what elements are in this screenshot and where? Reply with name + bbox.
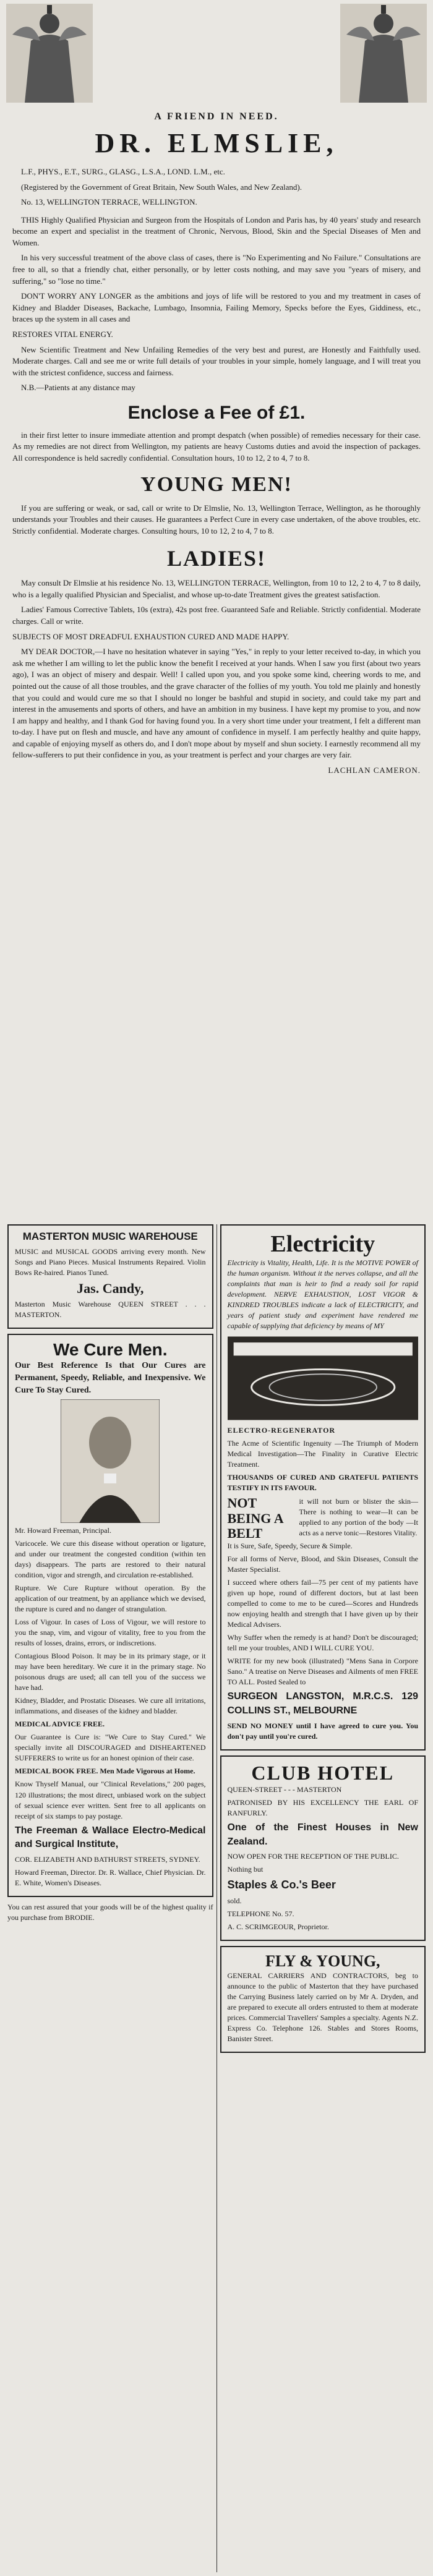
music-warehouse-owner: Jas. Candy, <box>77 1281 144 1297</box>
fly-young-title: FLY & YOUNG, <box>265 1952 380 1971</box>
fee-paragraph: in their first letter to insure immediate attention and prompt despatch (when possible) of remedies necessary for their case. As my remedies are not direct from Wellington, my patients are heavy Customs duties and avoid the inspection of packages. All correspondence is held sacredly confidential. Consultation hours, 10 to 12, 2 to 4, 7 to 8. <box>12 430 421 463</box>
doctor-address: No. 13, WELLINGTON TERRACE, WELLINGTON. <box>21 197 197 207</box>
restores-heading: RESTORES VITAL ENERGY. <box>12 329 113 339</box>
lower-columns <box>7 1224 426 2572</box>
club-hotel-telephone: TELEPHONE No. 57. <box>227 1909 294 1919</box>
ad-paragraph: THIS Highly Qualified Physician and Surgeon from the Hospitals of London and Paris has, by 40 years' study and research become an expert and specialist in the treatment of Chronic, Nervous, Blood, Skin and the Special Diseases of Men and Women. <box>12 215 421 247</box>
club-hotel-sold: sold. <box>227 1896 242 1906</box>
electricity-text: it will not burn or blister the skin—There is nothing to wear—It can be applied to any portion of the body —It acts as a nerve tonic—Restores Vitality. <box>299 1496 418 1537</box>
ladies-heading: LADIES! <box>166 546 267 571</box>
ad-paragraph: New Scientific Treatment and New Unfailing Remedies of the very best and purest, are Honestly and Faithfully used. Moderate charges. Call and see me or write full details of your troubles in your simple, homely language, and I will treat you with the strictest confidence, success and fairness. <box>12 344 421 377</box>
electricity-text: I succeed where others fail—75 per cent of my patients have given up hope, round of different doctors, but at last been compelled to come to me to be cured—Scores and Hundreds now enjoying health and strength that I have given up by their Medical Advisers. <box>227 1578 418 1629</box>
registration-note: (Registered by the Government of Great Britain, New South Wales, and New Zealand). <box>21 182 302 192</box>
best-reference-text: Our Best Reference Is that Our Cures are Permanent, Speedy, Reliable, and Inexpensive. We Cure To Stay Cured. <box>15 1361 206 1395</box>
decorative-banner <box>6 4 427 108</box>
angel-figure-icon <box>340 4 427 103</box>
qualifications: L.F., PHYS., E.T., SURG., GLASG., L.S.A., LOND. L.M., etc. <box>21 167 225 176</box>
club-hotel-open: NOW OPEN FOR THE RECEPTION OF THE PUBLIC. <box>227 1852 399 1861</box>
music-warehouse-ad <box>7 1224 213 1329</box>
club-hotel-beer: Staples & Co.'s Beer <box>227 1879 336 1891</box>
testimonial-signature: LACHLAN CAMERON. <box>328 765 421 775</box>
angel-figure-icon <box>6 4 93 103</box>
freeman-text: Loss of Vigour. In cases of Loss of Vigour, we will restore to you the snap, vim, and vigour of vitality, free to you from the results of losses, drains, errors, or indiscretions. <box>15 1618 206 1648</box>
freeman-text: Rupture. We Cure Rupture without operation. By the application of our treatment, by an appliance which we devised, the rupture is cured and no danger of strangulation. <box>15 1583 206 1613</box>
freeman-text: Know Thyself Manual, our "Clinical Revelations," 200 pages, 120 illustrations; the most direct, unbiased work on the subject of sexual science ever written. Sent free to all applicants on receipt of six stamps to pay postage. <box>15 1780 206 1820</box>
not-a-belt-block <box>228 1496 419 1541</box>
fee-heading: Enclose a Fee of £1. <box>127 402 306 423</box>
testimonial-letter: MY DEAR DOCTOR,—I have no hesitation whatever in saying "Yes," in reply to your letter received to-day, in which you ask me whether I am willing to let the public know the benefit I received at your hands. When I saw you first (about two years ago), I was an object of misery and despair. Well! I called upon you, and you spoke some kind, cheering words to me, and pointed out the cause of all those troubles, and the grave character of the follies of my youth. You told me plainly and honestly that you could and would cure me so that I should no longer be bashful and stupid in society, and could take my part and interest in the amusements and sports of others, and have an ambition in my business. I have kept my promise to you, and now I am happy and healthy, and I thank God for having found you. In a very short time under your treatment, I felt a different man to-day. I have put on flesh and muscle, and have any amount of confidence in myself. I am perfectly healthy and quite happy, and capable of enjoying myself as others do, and I don't mope about by myself and shun society. I earnestly recommend all my fellow-sufferers to put their confidence in you, as your treatment is perfect and your charges are very fair. <box>12 647 421 760</box>
brodie-notice: You can rest assured that your goods will be of the highest quality if you purchase from BRODIE. <box>7 1903 213 1922</box>
music-warehouse-text: MUSIC and MUSICAL GOODS arriving every month. New Songs and Piano Pieces. Musical Instruments Repaired. Violin Bows Re-haired. Pianos Tuned. <box>15 1247 206 1277</box>
send-no-money: SEND NO MONEY until I have agreed to cure you. You don't pay until you're cured. <box>227 1721 418 1741</box>
young-men-heading: YOUNG MEN! <box>140 472 293 496</box>
electricity-text: Electricity is Vitality, Health, Life. It is the MOTIVE POWER of the human organism. Without it the nerves collapse, and all the complaints that man is heir to find a ready soil for rapid development. NERVE EXHAUSTION, LOST VIGOR & KINDRED TROUBLES indicate a lack of ELECTRICITY, and years of patient study and experiment have rendered me capable of supplying that deficiency by means of MY <box>227 1258 418 1331</box>
ad-headline: A FRIEND IN NEED. <box>154 111 279 122</box>
fly-young-text: GENERAL CARRIERS AND CONTRACTORS, beg to announce to the public of Masterton that they have purchased the Carrying Business lately carried on by Mr A. Dryden, and are prepared to execute all orders entrusted to them at moderate prices. Commercial Travellers' Samples a specialty. Agents N.Z. Express Co. Telephone 126. Stables and Stores Rooms, Banister Street. <box>227 1971 418 2044</box>
fly-young-ad <box>220 1946 426 2053</box>
club-hotel-patron: PATRONISED BY HIS EXCELLENCY THE EARL OF RANFURLY. <box>227 1798 418 1817</box>
freeman-text: Our Guarantee is Cure is: "We Cure to Stay Cured." We specially invite all DISCOURAGED and DISHEARTENED SUFFERERS to write us for an honest opinion of their case. <box>15 1733 206 1763</box>
electricity-text: It is Sure, Safe, Speedy, Secure & Simple. <box>227 1541 353 1550</box>
surgeon-name: SURGEON LANGSTON, M.R.C.S. 129 COLLINS ST., MELBOURNE <box>227 1691 418 1717</box>
testimonial-heading: SUBJECTS OF MOST DREADFUL EXHAUSTION CURED AND MADE HAPPY. <box>12 631 289 641</box>
portrait-icon <box>61 1399 160 1523</box>
electricity-title: Electricity <box>270 1231 375 1257</box>
we-cure-men-title: We Cure Men. <box>53 1340 168 1360</box>
regenerator-label: ELECTRO-REGENERATOR <box>227 1426 336 1435</box>
right-column <box>217 1224 426 2572</box>
electricity-text: The Acme of Scientific Ingenuity —The Triumph of Modern Medical Investigation—The Finality in Curative Electric Treatment. <box>227 1439 418 1469</box>
electricity-ad <box>220 1224 426 1751</box>
elmslie-advertisement <box>12 111 421 780</box>
institute-name: The Freeman & Wallace Electro-Medical and Surgical Institute, <box>15 1825 206 1850</box>
institute-staff: Howard Freeman, Director. Dr. R. Wallace, Chief Physician. Dr. E. White, Women's Diseases. <box>15 1868 206 1888</box>
club-hotel-proprietor: A. C. SCRIMGEOUR, Proprietor. <box>227 1922 329 1932</box>
electricity-text: THOUSANDS OF CURED AND GRATEFUL PATIENTS TESTIFY IN ITS FAVOUR. <box>227 1473 418 1493</box>
left-column <box>7 1224 217 2572</box>
ladies-paragraph: May consult Dr Elmslie at his residence No. 13, WELLINGTON TERRACE, Wellington, from 10 to 12, 2 to 4, 7 to 8 daily, who is a legally qualified Physician and Specialist, and whose up-to-date Treatment gives the greatest satisfaction. <box>12 578 421 599</box>
young-men-paragraph: If you are suffering or weak, or sad, call or write to Dr Elmslie, No. 13, Wellington Terrace, Wellington, as he thoroughly understands your Troubles and their causes. He guarantees a Perfect Cure in every case undertaken, of the above troubles, etc. Strictly confidential. Moderate charges. Consulting hours, 10 to 12, 2 to 4, 7 to 8. <box>12 503 421 535</box>
club-hotel-ad <box>220 1755 426 1941</box>
nb-note: N.B.—Patients at any distance may <box>21 383 135 393</box>
book-heading: MEDICAL BOOK FREE. Men Made Vigorous at Home. <box>15 1767 195 1776</box>
music-warehouse-title: MASTERTON MUSIC WAREHOUSE <box>22 1230 198 1242</box>
freeman-text: Kidney, Bladder, and Prostatic Diseases. We cure all irritations, inflammations, and diseases of the kidney and bladder. <box>15 1696 206 1716</box>
club-hotel-title: CLUB HOTEL <box>251 1761 395 1784</box>
electric-coil-icon <box>228 1335 419 1422</box>
club-hotel-tagline: One of the Finest Houses in New Zealand. <box>227 1822 418 1847</box>
club-hotel-street: QUEEN-STREET - - - MASTERTON <box>227 1785 342 1794</box>
doctor-name: DR. ELMSLIE, <box>95 128 338 158</box>
ad-paragraph: DON'T WORRY ANY LONGER as the ambitions and joys of life will be restored to you and my treatment in cases of Kidney and Bladder Diseases, Backache, Lumbago, Insomnia, Failing Memory, Specks before the Eyes, Giddiness, etc., braces up the system in all cases and <box>12 291 421 324</box>
ladies-paragraph: Ladies' Famous Corrective Tablets, 10s (extra), 42s post free. Guaranteed Safe and Reliable. Strictly confidential. Moderate charges. Call or write. <box>12 605 421 626</box>
not-a-belt-label: NOT BEING A BELT <box>227 1495 283 1541</box>
portrait-caption: Mr. Howard Freeman, Principal. <box>15 1525 111 1535</box>
club-hotel-nothing: Nothing but <box>227 1865 264 1874</box>
freeman-wallace-ad <box>7 1334 213 1897</box>
electricity-text: Why Suffer when the remedy is at hand? Don't be discouraged; tell me your troubles, AND I WILL CURE YOU. <box>227 1633 418 1653</box>
advice-heading: MEDICAL ADVICE FREE. <box>15 1720 105 1729</box>
freeman-text: Contagious Blood Poison. It may be in its primary stage, or it may have been hereditary. We cure it in the primary stage. No poisonous drugs are used; all can tell you of the success we have had. <box>15 1652 206 1692</box>
music-warehouse-address: Masterton Music Warehouse QUEEN STREET . . . MASTERTON. <box>15 1300 206 1320</box>
ad-paragraph: In his very successful treatment of the above class of cases, there is "No Experimenting and No Failure." Consultations are free to all, so that a friendly chat, either personally, or by letter costs nothing, and may save you "years of misery, and suffering," so "lose no time." <box>12 253 421 286</box>
electricity-text: For all forms of Nerve, Blood, and Skin Diseases, Consult the Master Specialist. <box>227 1555 418 1574</box>
freeman-text: Varicocele. We cure this disease without operation or ligature, and under our treatment the congested condition (within ten days) disappears. The parts are restored to their natural condition, vigor and strength, and circulation re-established. <box>15 1538 206 1579</box>
electricity-text: WRITE for my new book (illustrated) "Mens Sana in Corpore Sano." A treatise on Nerve Diseases and Ailments of men FREE TO ALL. Posted Sealed to <box>227 1657 418 1687</box>
institute-address: COR. ELIZABETH AND BATHURST STREETS, SYDNEY. <box>15 1855 200 1864</box>
